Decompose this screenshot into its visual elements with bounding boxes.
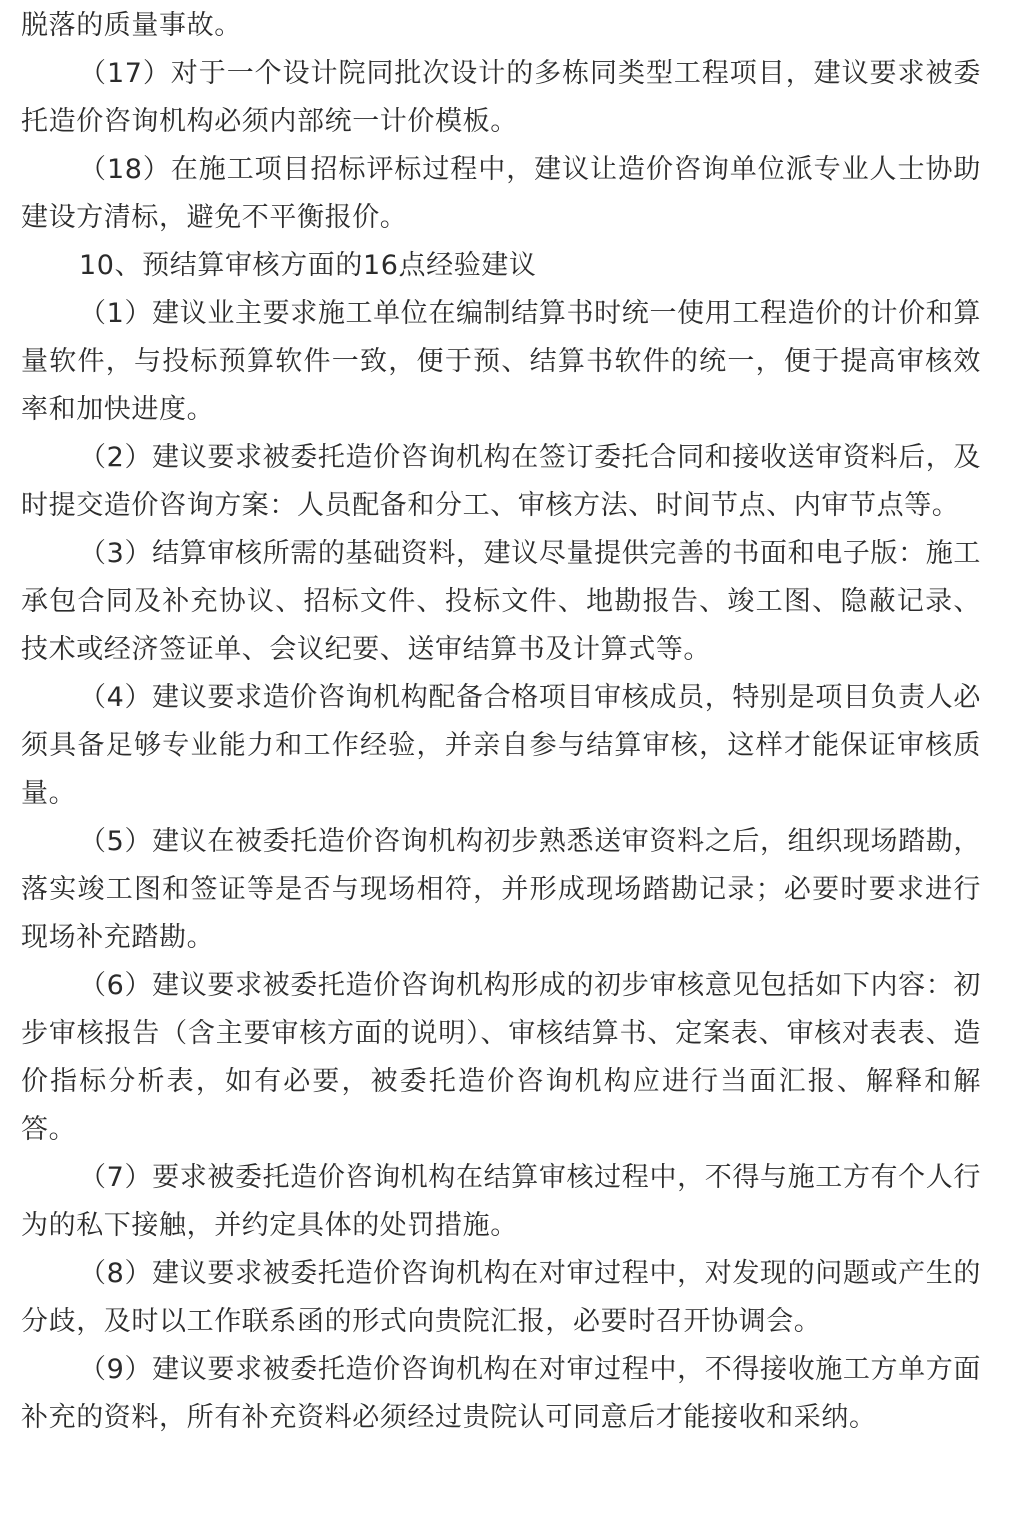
document-body <box>21 0 981 1442</box>
paragraph-item-2: （2）建议要求被委托造价咨询机构在签订委托合同和接收送审资料后，及时提交造价咨询方案：人员配备和分工、审核方法、时间节点、内审节点等。 <box>21 442 981 521</box>
paragraph-item-4: （4）建议要求造价咨询机构配备合格项目审核成员，特别是项目负责人必须具备足够专业能力和工作经验，并亲自参与结算审核，这样才能保证审核质量。 <box>21 682 981 809</box>
paragraph-continuation: 脱落的质量事故。 <box>21 10 242 41</box>
paragraph-item-1: （1）建议业主要求施工单位在编制结算书时统一使用工程造价的计价和算量软件，与投标预算软件一致，便于预、结算书软件的统一，便于提高审核效率和加快进度。 <box>21 298 981 425</box>
paragraph-item-3: （3）结算审核所需的基础资料，建议尽量提供完善的书面和电子版：施工承包合同及补充协议、招标文件、投标文件、地勘报告、竣工图、隐蔽记录、技术或经济签证单、会议纪要、送审结算书及计算式等。 <box>21 538 981 665</box>
paragraph-item-7: （7）要求被委托造价咨询机构在结算审核过程中，不得与施工方有个人行为的私下接触，并约定具体的处罚措施。 <box>21 1162 981 1241</box>
paragraph-item-17: （17）对于一个设计院同批次设计的多栋同类型工程项目，建议要求被委托造价咨询机构必须内部统一计价模板。 <box>21 58 981 137</box>
paragraph-item-18: （18）在施工项目招标评标过程中，建议让造价咨询单位派专业人士协助建设方清标，避免不平衡报价。 <box>21 154 981 233</box>
paragraph-item-8: （8）建议要求被委托造价咨询机构在对审过程中，对发现的问题或产生的分歧，及时以工作联系函的形式向贵院汇报，必要时召开协调会。 <box>21 1258 981 1337</box>
paragraph-item-6: （6）建议要求被委托造价咨询机构形成的初步审核意见包括如下内容：初步审核报告（含主要审核方面的说明）、审核结算书、定案表、审核对表表、造价指标分析表，如有必要，被委托造价咨询机构应进行当面汇报、解释和解答。 <box>21 970 981 1145</box>
section-heading: 10、预结算审核方面的16点经验建议 <box>79 250 537 281</box>
paragraph-item-9: （9）建议要求被委托造价咨询机构在对审过程中，不得接收施工方单方面补充的资料，所有补充资料必须经过贵院认可同意后才能接收和采纳。 <box>21 1354 981 1433</box>
paragraph-item-5: （5）建议在被委托造价咨询机构初步熟悉送审资料之后，组织现场踏勘，落实竣工图和签证等是否与现场相符，并形成现场踏勘记录；必要时要求进行现场补充踏勘。 <box>21 826 981 953</box>
